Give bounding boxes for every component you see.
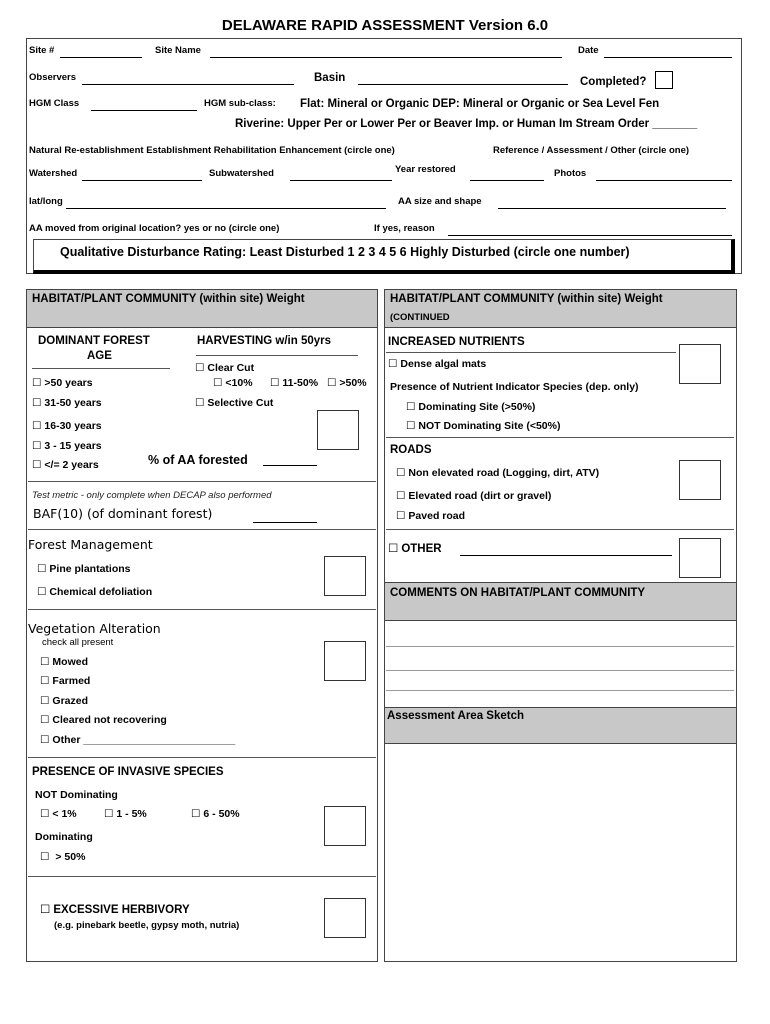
hgm-subclass-options-2: Riverine: Upper Per or Lower Per or Beaver Imp. or Human Im Stream Order _______: [235, 118, 698, 130]
site-number-field[interactable]: [60, 57, 142, 58]
observers-field[interactable]: [82, 84, 294, 85]
hgm-class-label: HGM Class: [29, 98, 80, 109]
year-restored-label: Year restored: [395, 164, 456, 175]
cleared-not-recovering-checkbox[interactable]: ☐ Cleared not recovering: [40, 714, 167, 726]
forest-mgmt-weight-box[interactable]: [324, 556, 366, 596]
divider: [28, 481, 376, 482]
site-name-field[interactable]: [210, 57, 562, 58]
subwatershed-label: Subwatershed: [209, 168, 274, 179]
site-name-label: Site Name: [155, 45, 201, 56]
aa-size-label: AA size and shape: [398, 196, 482, 207]
date-field[interactable]: [604, 57, 732, 58]
herbivory-weight-box[interactable]: [324, 898, 366, 938]
comment-line[interactable]: [386, 670, 734, 671]
test-metric-note: Test metric - only complete when DECAP also performed: [32, 490, 272, 501]
invasive-lt1-checkbox[interactable]: ☐ < 1%: [40, 808, 77, 820]
baf-field[interactable]: [253, 522, 317, 523]
completed-label: Completed?: [580, 76, 647, 88]
dense-algal-mats-checkbox[interactable]: ☐ Dense algal mats: [388, 358, 486, 370]
increased-nutrients-label: INCREASED NUTRIENTS: [388, 336, 525, 348]
if-yes-reason-field[interactable]: [448, 235, 732, 236]
comment-line[interactable]: [386, 690, 734, 691]
age-le2-checkbox[interactable]: ☐ </= 2 years: [32, 459, 99, 471]
completed-checkbox[interactable]: [655, 71, 673, 89]
basin-label: Basin: [314, 72, 346, 84]
divider: [28, 757, 376, 758]
hgm-subclass-label: HGM sub-class:: [204, 98, 276, 109]
divider: [28, 609, 376, 610]
herbivory-examples: (e.g. pinebark beetle, gypsy moth, nutria): [54, 920, 240, 931]
cut-lt10-checkbox[interactable]: ☐ <10%: [213, 377, 253, 389]
hgm-class-field[interactable]: [91, 110, 197, 111]
other-weight-box[interactable]: [679, 538, 721, 578]
invasive-gt50-checkbox[interactable]: ☐ > 50%: [40, 851, 85, 863]
watershed-label: Watershed: [29, 168, 78, 179]
subwatershed-field[interactable]: [290, 180, 392, 181]
reference-options: Reference / Assessment / Other (circle one): [493, 145, 690, 156]
left-header-label: HABITAT/PLANT COMMUNITY (within site) Weight: [32, 293, 305, 305]
age-16-30-checkbox[interactable]: ☐ 16-30 years: [32, 420, 102, 432]
observers-label: Observers: [29, 72, 77, 83]
age-3-15-checkbox[interactable]: ☐ 3 - 15 years: [32, 440, 102, 452]
year-restored-field[interactable]: [470, 180, 544, 181]
clear-cut-checkbox[interactable]: ☐ Clear Cut: [195, 362, 254, 374]
vegetation-alteration-label: Vegetation Alteration: [28, 621, 161, 636]
divider: [28, 529, 376, 530]
invasive-6-50-checkbox[interactable]: ☐ 6 - 50%: [191, 808, 240, 820]
farmed-checkbox[interactable]: ☐ Farmed: [40, 675, 90, 687]
pct-forested-field[interactable]: [263, 465, 317, 466]
selective-cut-checkbox[interactable]: ☐ Selective Cut: [195, 397, 273, 409]
dominating-site-checkbox[interactable]: ☐ Dominating Site (>50%): [406, 401, 535, 413]
mowed-checkbox[interactable]: ☐ Mowed: [40, 656, 88, 668]
latlong-field[interactable]: [66, 208, 386, 209]
date-label: Date: [578, 45, 599, 56]
divider: [386, 437, 734, 438]
basin-field[interactable]: [358, 84, 568, 85]
non-elevated-road-checkbox[interactable]: ☐ Non elevated road (Logging, dirt, ATV): [396, 467, 599, 479]
forest-management-label: Forest Management: [28, 537, 153, 552]
invasive-1-5-checkbox[interactable]: ☐ 1 - 5%: [104, 808, 147, 820]
cut-gt50-checkbox[interactable]: ☐ >50%: [327, 377, 367, 389]
divider: [28, 876, 376, 877]
elevated-road-checkbox[interactable]: ☐ Elevated road (dirt or gravel): [396, 490, 551, 502]
grazed-checkbox[interactable]: ☐ Grazed: [40, 695, 88, 707]
comment-line[interactable]: [386, 646, 734, 647]
divider: [386, 529, 734, 530]
nutrients-weight-box[interactable]: [679, 344, 721, 384]
aa-size-field[interactable]: [498, 208, 726, 209]
page-title: DELAWARE RAPID ASSESSMENT Version 6.0: [221, 17, 549, 34]
other-field[interactable]: [460, 555, 672, 556]
nutrient-indicator-label: Presence of Nutrient Indicator Species (dep. only): [390, 381, 639, 393]
if-yes-reason-label: If yes, reason: [374, 223, 435, 234]
photos-label: Photos: [554, 168, 587, 179]
harvesting-label: HARVESTING w/in 50yrs: [197, 335, 331, 347]
cut-11-50-checkbox[interactable]: ☐ 11-50%: [270, 377, 318, 389]
pine-plantations-checkbox[interactable]: ☐ Pine plantations: [37, 563, 131, 575]
hgm-subclass-options-1: Flat: Mineral or Organic DEP: Mineral or Organic or Sea Level Fen: [300, 98, 660, 110]
other-veg-checkbox[interactable]: ☐ Other __________________________: [40, 734, 235, 746]
continued-label: (CONTINUED: [390, 312, 450, 323]
divider: [386, 352, 676, 353]
age-gt50-checkbox[interactable]: ☐ >50 years: [32, 377, 93, 389]
not-dominating-label: NOT Dominating: [35, 789, 118, 801]
sketch-area[interactable]: [385, 744, 736, 961]
invasive-species-label: PRESENCE OF INVASIVE SPECIES: [32, 766, 224, 778]
other-checkbox[interactable]: ☐ OTHER: [388, 541, 442, 555]
photos-field[interactable]: [596, 180, 732, 181]
age-label: AGE: [87, 350, 112, 362]
invasive-weight-box[interactable]: [324, 806, 366, 846]
latlong-label: lat/long: [29, 196, 63, 207]
qualitative-disturbance-rating: Qualitative Disturbance Rating: Least Disturbed 1 2 3 4 5 6 Highly Disturbed (circle one number): [60, 245, 630, 259]
aa-moved-label: AA moved from original location? yes or no (circle one): [29, 223, 280, 234]
right-header-label: HABITAT/PLANT COMMUNITY (within site) Weight: [390, 293, 663, 305]
veg-alteration-weight-box[interactable]: [324, 641, 366, 681]
forest-weight-box[interactable]: [317, 410, 359, 450]
sketch-label: Assessment Area Sketch: [387, 710, 525, 722]
roads-weight-box[interactable]: [679, 460, 721, 500]
restoration-type-options: Natural Re-establishment Establishment Rehabilitation Enhancement (circle one): [29, 145, 395, 156]
site-number-label: Site #: [29, 45, 55, 56]
roads-label: ROADS: [390, 444, 432, 456]
comments-label: COMMENTS ON HABITAT/PLANT COMMUNITY: [390, 587, 646, 599]
dominating-label: Dominating: [35, 831, 93, 843]
divider: [32, 368, 170, 369]
watershed-field[interactable]: [82, 180, 202, 181]
not-dominating-site-checkbox[interactable]: ☐ NOT Dominating Site (<50%): [406, 420, 560, 432]
age-31-50-checkbox[interactable]: ☐ 31-50 years: [32, 397, 102, 409]
chemical-defoliation-checkbox[interactable]: ☐ Chemical defoliation: [37, 586, 152, 598]
divider: [196, 355, 358, 356]
dominant-forest-label: DOMINANT FOREST: [38, 335, 150, 347]
check-all-note: check all present: [42, 637, 114, 648]
paved-road-checkbox[interactable]: ☐ Paved road: [396, 510, 465, 522]
pct-forested-label: % of AA forested: [148, 453, 248, 467]
excessive-herbivory-checkbox[interactable]: ☐ EXCESSIVE HERBIVORY: [40, 902, 190, 916]
baf-label: BAF(10) (of dominant forest): [33, 506, 213, 521]
